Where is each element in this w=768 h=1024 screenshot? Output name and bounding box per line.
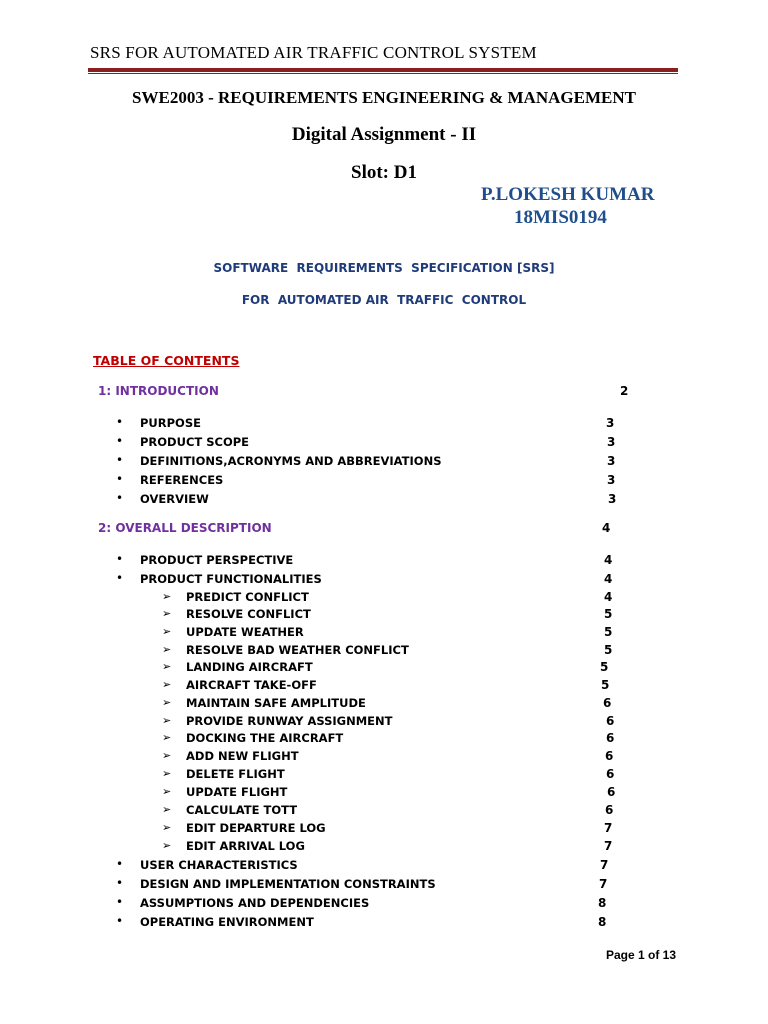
toc-subitem-page: 6 [605, 749, 614, 763]
toc-subitem: CALCULATE TOTT [186, 803, 298, 817]
bullet-icon: • [116, 415, 124, 429]
toc-subitem: EDIT ARRIVAL LOG [186, 839, 305, 853]
toc-section-title: 1: INTRODUCTION [98, 384, 219, 398]
toc-section-page: 2 [620, 384, 629, 398]
toc-item: OPERATING ENVIRONMENT [140, 915, 314, 929]
header-rule [88, 68, 678, 72]
bullet-icon: • [116, 571, 124, 585]
slot-label: Slot: D1 [351, 162, 417, 183]
toc-subitem-page: 5 [604, 607, 613, 621]
toc-subitem-page: 4 [604, 590, 613, 604]
toc-item: DEFINITIONS,ACRONYMS AND ABBREVIATIONS [140, 454, 442, 468]
toc-item-page: 3 [607, 435, 616, 449]
toc-item-page: 7 [600, 858, 609, 872]
toc-item-page: 8 [598, 915, 607, 929]
header-rule-thin [88, 73, 678, 74]
bullet-icon: • [116, 491, 124, 505]
toc-subitem-page: 6 [606, 767, 615, 781]
toc-section-title: 2: OVERALL DESCRIPTION [98, 521, 272, 535]
toc-subitem-page: 5 [600, 660, 609, 674]
arrow-icon: ➢ [162, 714, 172, 727]
bullet-icon: • [116, 914, 124, 928]
arrow-icon: ➢ [162, 785, 172, 798]
bullet-icon: • [116, 857, 124, 871]
toc-item-page: 8 [598, 896, 607, 910]
toc-item: PRODUCT FUNCTIONALITIES [140, 572, 322, 586]
toc-subitem: RESOLVE BAD WEATHER CONFLICT [186, 643, 409, 657]
arrow-icon: ➢ [162, 696, 172, 709]
toc-item-page: 4 [604, 572, 613, 586]
arrow-icon: ➢ [162, 803, 172, 816]
toc-item: PRODUCT PERSPECTIVE [140, 553, 294, 567]
toc-subitem: UPDATE FLIGHT [186, 785, 288, 799]
toc-subitem: DELETE FLIGHT [186, 767, 285, 781]
toc-item-page: 3 [606, 416, 615, 430]
assignment-title: Digital Assignment - II [291, 124, 477, 145]
bullet-icon: • [116, 453, 124, 467]
toc-subitem-page: 6 [605, 803, 614, 817]
toc-item-page: 7 [599, 877, 608, 891]
toc-item-page: 3 [607, 454, 616, 468]
arrow-icon: ➢ [162, 660, 172, 673]
course-title: SWE2003 - REQUIREMENTS ENGINEERING & MANAGEMENT [132, 88, 636, 107]
toc-item-page: 3 [607, 473, 616, 487]
arrow-icon: ➢ [162, 643, 172, 656]
bullet-icon: • [116, 552, 124, 566]
toc-item: ASSUMPTIONS AND DEPENDENCIES [140, 896, 370, 910]
document-header-title: SRS FOR AUTOMATED AIR TRAFFIC CONTROL SYSTEM [90, 43, 537, 62]
toc-subitem-page: 7 [604, 821, 613, 835]
toc-subitem: PROVIDE RUNWAY ASSIGNMENT [186, 714, 393, 728]
toc-subitem: LANDING AIRCRAFT [186, 660, 313, 674]
bullet-icon: • [116, 472, 124, 486]
arrow-icon: ➢ [162, 749, 172, 762]
toc-item: USER CHARACTERISTICS [140, 858, 298, 872]
arrow-icon: ➢ [162, 767, 172, 780]
arrow-icon: ➢ [162, 731, 172, 744]
author-name: P.LOKESH KUMAR [481, 184, 655, 205]
arrow-icon: ➢ [162, 590, 172, 603]
toc-subitem-page: 7 [604, 839, 613, 853]
arrow-icon: ➢ [162, 839, 172, 852]
srs-subtitle: FOR AUTOMATED AIR TRAFFIC CONTROL [241, 293, 527, 307]
toc-subitem: PREDICT CONFLICT [186, 590, 309, 604]
srs-title: SOFTWARE REQUIREMENTS SPECIFICATION [SRS] [213, 261, 555, 275]
toc-item: OVERVIEW [140, 492, 209, 506]
toc-subitem-page: 5 [604, 643, 613, 657]
toc-item: DESIGN AND IMPLEMENTATION CONSTRAINTS [140, 877, 436, 891]
bullet-icon: • [116, 876, 124, 890]
toc-subitem-page: 6 [603, 696, 612, 710]
toc-item-page: 4 [604, 553, 613, 567]
bullet-icon: • [116, 895, 124, 909]
bullet-icon: • [116, 434, 124, 448]
author-id: 18MIS0194 [514, 207, 607, 228]
toc-subitem: AIRCRAFT TAKE-OFF [186, 678, 317, 692]
toc-subitem: MAINTAIN SAFE AMPLITUDE [186, 696, 366, 710]
toc-subitem: DOCKING THE AIRCRAFT [186, 731, 344, 745]
toc-section-page: 4 [602, 521, 611, 535]
toc-heading: TABLE OF CONTENTS [93, 353, 240, 368]
toc-item-page: 3 [608, 492, 617, 506]
toc-subitem-page: 6 [606, 731, 615, 745]
toc-subitem: EDIT DEPARTURE LOG [186, 821, 326, 835]
toc-subitem-page: 6 [606, 714, 615, 728]
toc-item: PRODUCT SCOPE [140, 435, 250, 449]
toc-subitem: RESOLVE CONFLICT [186, 607, 311, 621]
page-number: Page 1 of 13 [605, 948, 676, 962]
toc-subitem: UPDATE WEATHER [186, 625, 304, 639]
toc-subitem-page: 5 [604, 625, 613, 639]
arrow-icon: ➢ [162, 821, 172, 834]
arrow-icon: ➢ [162, 625, 172, 638]
arrow-icon: ➢ [162, 678, 172, 691]
toc-subitem-page: 5 [601, 678, 610, 692]
toc-subitem: ADD NEW FLIGHT [186, 749, 299, 763]
arrow-icon: ➢ [162, 607, 172, 620]
toc-item: REFERENCES [140, 473, 224, 487]
toc-item: PURPOSE [140, 416, 201, 430]
toc-subitem-page: 6 [607, 785, 616, 799]
